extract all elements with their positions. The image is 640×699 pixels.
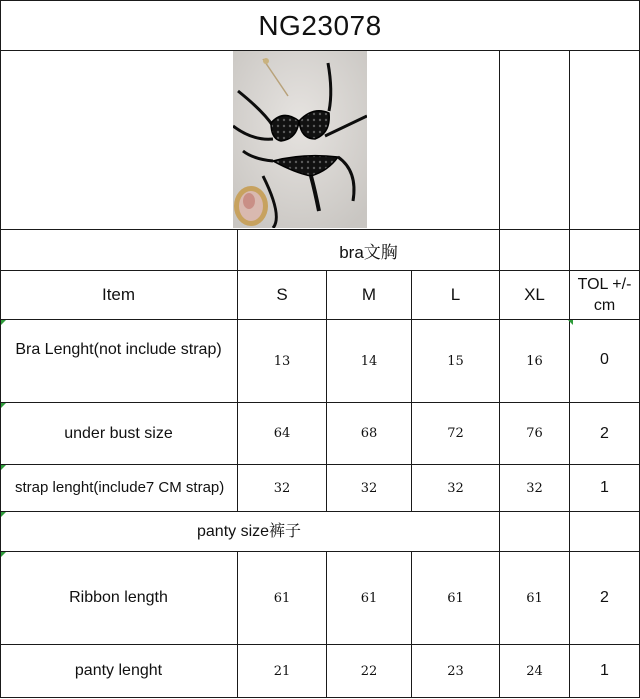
col-divider <box>499 511 500 552</box>
row-strap-length-m: 32 <box>360 480 378 496</box>
row-under-bust-m: 68 <box>360 426 378 441</box>
row-panty-length-label: panty lenght <box>74 662 163 679</box>
row-under-bust-tol: 2 <box>600 424 609 442</box>
row-strap-length-label <box>0 465 237 511</box>
col-divider <box>499 229 500 271</box>
row-panty-length-m: 22 <box>360 663 378 679</box>
row-strap-length-s: 32 <box>273 480 291 496</box>
row-under-bust-xl: 76 <box>526 426 543 441</box>
row-under-bust-label: under bust size <box>64 424 173 442</box>
row-panty-length-tol: 1 <box>600 662 609 679</box>
col-divider <box>569 50 570 230</box>
col-divider <box>499 50 500 230</box>
product-image <box>233 51 367 228</box>
row-under-bust-l: 72 <box>447 426 464 441</box>
row-panty-length-s: 21 <box>273 663 291 679</box>
col-divider <box>569 511 570 552</box>
row-strap-length-l: 32 <box>447 480 464 496</box>
row-strap-length-xl: 32 <box>526 480 543 496</box>
row-bra-length-s: 13 <box>273 353 291 369</box>
header-size-s: S <box>276 285 288 304</box>
row-bra-length-label: Bra Lenght(not include strap) <box>15 341 222 358</box>
row-bra-length-l: 15 <box>447 353 464 369</box>
row-strap-length-tol: 1 <box>600 479 609 496</box>
row-strap-length-text: strap lenght(include7 CM strap) <box>15 479 225 496</box>
panty-section-label <box>0 512 499 551</box>
product-code-title: NG23078 <box>258 9 382 41</box>
row-under-bust-s: 64 <box>273 426 291 441</box>
header-size-xl: XL <box>524 285 545 304</box>
bra-section-label: bra文胸 <box>339 242 398 262</box>
header-size-l: L <box>450 285 461 304</box>
row-ribbon-length-s: 61 <box>273 590 291 606</box>
panty-section-text: panty size裤子 <box>197 522 302 540</box>
header-item: Item <box>101 285 136 304</box>
col-divider <box>569 229 570 271</box>
header-tolerance: TOL +/- cm <box>577 276 632 314</box>
border-bottom <box>0 697 640 698</box>
row-ribbon-length-tol: 2 <box>600 589 609 606</box>
lingerie-photo-icon <box>233 51 367 228</box>
row-panty-length-xl: 24 <box>526 663 543 679</box>
row-panty-length-l: 23 <box>447 663 464 679</box>
row-bra-length-tol: 0 <box>600 351 609 368</box>
header-size-m: M <box>361 285 377 304</box>
row-ribbon-length-m: 61 <box>360 590 378 606</box>
row-ribbon-length-label: Ribbon length <box>69 589 168 606</box>
row-bra-length-xl: 16 <box>526 353 543 369</box>
row-bra-length-m: 14 <box>360 353 378 369</box>
row-ribbon-length-l: 61 <box>447 590 464 606</box>
row-ribbon-length-xl: 61 <box>526 590 543 606</box>
